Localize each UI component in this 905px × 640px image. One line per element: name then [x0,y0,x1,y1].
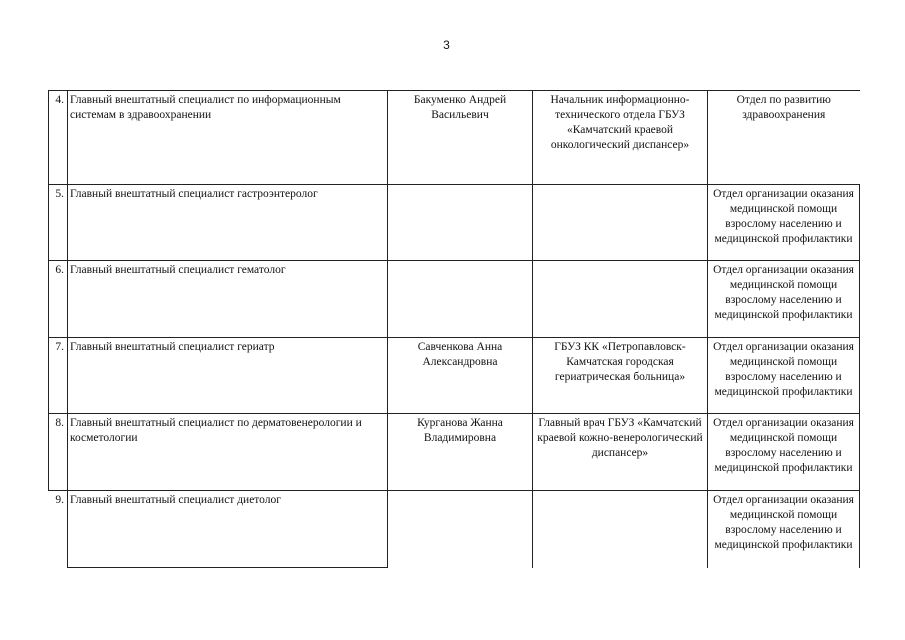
row-number: 8. [49,414,68,491]
table-row [49,261,860,338]
responsible-department: Отдел по развитию здравоохранения [708,91,860,185]
specialist-position: ГБУЗ КК «Петропавловск-Камчатская городская гериатрическая больница» [533,338,708,414]
responsible-department: Отдел организации оказания медицинской помощи взрослому населению и медицинской профилактики [708,185,860,261]
specialist-title: Главный внештатный специалист по дерматовенерологии и косметологии [68,414,388,491]
table-row [49,338,860,414]
row-number: 9. [49,491,68,568]
table-row [49,491,860,568]
row-number: 4. [49,91,68,185]
specialist-title: Главный внештатный специалист гериатр [68,338,388,414]
specialist-name [388,491,533,568]
specialist-title: Главный внештатный специалист гастроэнтеролог [68,185,388,261]
specialist-name [388,261,533,338]
table-row [49,91,860,185]
specialist-name: Курганова Жанна Владимировна [388,414,533,491]
responsible-department: Отдел организации оказания медицинской помощи взрослому населению и медицинской профилактики [708,261,860,338]
table-row [49,414,860,491]
specialists-table [48,90,860,568]
specialist-position [533,185,708,261]
specialist-position [533,261,708,338]
specialist-position: Главный врач ГБУЗ «Камчатский краевой кожно-венерологический диспансер» [533,414,708,491]
responsible-department: Отдел организации оказания медицинской помощи взрослому населению и медицинской профилактики [708,491,860,568]
row-number: 5. [49,185,68,261]
specialist-title: Главный внештатный специалист диетолог [68,491,388,568]
row-number: 6. [49,261,68,338]
specialist-position [533,491,708,568]
table-row [49,185,860,261]
responsible-department: Отдел организации оказания медицинской помощи взрослому населению и медицинской профилактики [708,338,860,414]
row-number: 7. [49,338,68,414]
specialist-name: Савченкова Анна Александровна [388,338,533,414]
specialist-name [388,185,533,261]
page-number: 3 [443,38,450,52]
responsible-department: Отдел организации оказания медицинской помощи взрослому населению и медицинской профилактики [708,414,860,491]
specialist-title: Главный внештатный специалист по информационным системам в здравоохранении [68,91,388,185]
specialist-name: Бакуменко Андрей Васильевич [388,91,533,185]
specialist-title: Главный внештатный специалист гематолог [68,261,388,338]
specialist-position: Начальник информационно-технического отдела ГБУЗ «Камчатский краевой онкологический диспансер» [533,91,708,185]
